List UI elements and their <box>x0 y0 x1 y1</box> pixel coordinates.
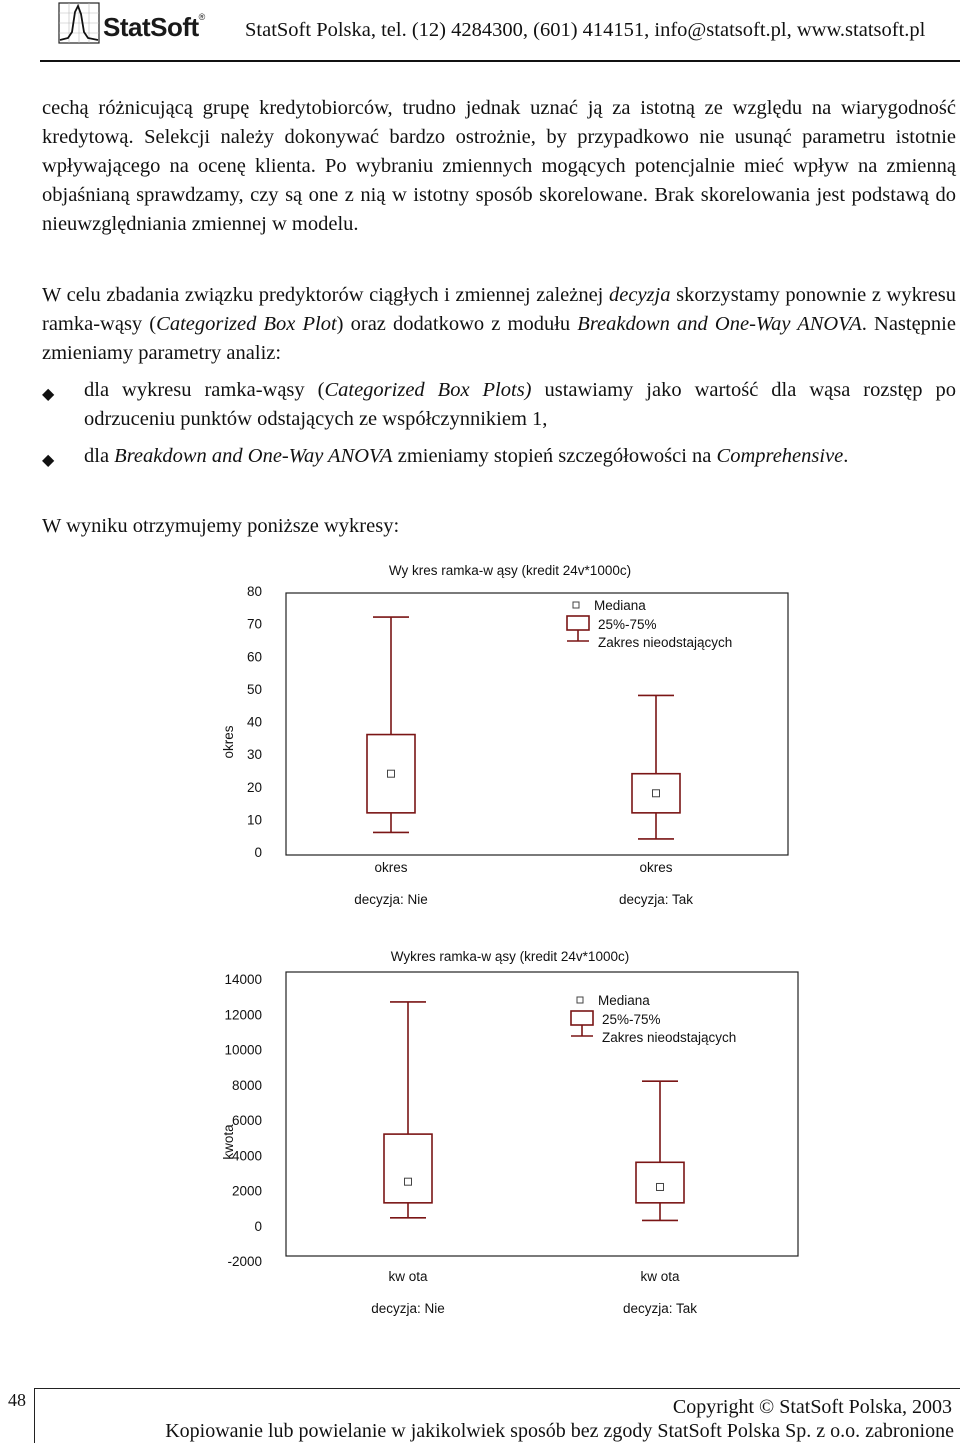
legend-box-marker <box>567 616 589 630</box>
y-tick-label: 10000 <box>224 1042 262 1058</box>
y-tick-label: 70 <box>246 616 262 632</box>
legend-box-label: 25%-75% <box>598 617 657 632</box>
chart-title: Wykres ramka-w ąsy (kredit 24v*1000c) <box>390 949 630 964</box>
x-category-label: kw ota <box>640 1269 680 1284</box>
statsoft-logo-icon <box>58 2 100 44</box>
y-tick-label: 8000 <box>231 1077 262 1093</box>
legend-range-label: Zakres nieodstających <box>598 635 733 650</box>
x-group-label: decyzja: Tak <box>618 892 694 907</box>
median-marker <box>405 1178 412 1185</box>
diamond-bullet-icon: ◆ <box>42 452 55 469</box>
y-tick-label: 20 <box>246 779 262 795</box>
diamond-bullet-icon: ◆ <box>42 386 55 403</box>
y-tick-label: 50 <box>246 681 262 697</box>
x-group-label: decyzja: Tak <box>622 1301 698 1316</box>
legend-median-marker <box>577 997 583 1003</box>
iqr-box <box>384 1134 432 1203</box>
x-group-label: decyzja: Nie <box>354 892 428 907</box>
y-tick-label: 80 <box>246 584 262 599</box>
y-axis-label: kwota <box>221 1124 236 1160</box>
legend-median-marker <box>573 602 579 608</box>
paragraph-2: W celu zbadania związku predyktorów ciągłych i zmiennej zależnej decyzja skorzystamy ponownie z wykresu ramka-wąsy (Categorized Box Plot) oraz dodatkowo z modułu Breakdown and One-Way ANOVA. Następnie zmieniamy parametry analiz: <box>42 284 956 364</box>
footer-copyright: Copyright © StatSoft Polska, 2003 <box>672 1396 952 1418</box>
page-header <box>0 0 960 56</box>
y-tick-label: 12000 <box>224 1007 262 1023</box>
x-category-label: kw ota <box>388 1269 428 1284</box>
box-plot-okres <box>0 555 960 915</box>
plot-frame <box>286 593 788 855</box>
y-tick-label: 14000 <box>224 972 262 987</box>
y-tick-label: 2000 <box>231 1183 262 1199</box>
y-axis-label: okres <box>221 725 236 759</box>
footer-copy-note: Kopiowanie lub powielanie w jakikolwiek sposób bez zgody StatSoft Polska Sp. z o.o. zabronione <box>165 1420 954 1442</box>
list-item: ◆ dla wykresu ramka-wąsy (Categorized Box Plots) ustawiamy jako wartość dla wąsa rozstęp po odrzuceniu punktów odstających ze współczynnikiem 1, <box>42 379 956 430</box>
y-tick-label: 0 <box>254 845 262 860</box>
x-category-label: okres <box>374 860 408 875</box>
legend-median-label: Mediana <box>598 993 650 1008</box>
paragraph-1: cechą różnicującą grupę kredytobiorców, trudno jednak uznać ją za istotną ze względu na wiarygodność kredytową. Selekcji należy dokonywać bardzo ostrożnie, by przypadkowo nie usunąć parametru istotnie wpływającego na ocenę klienta. Po wybraniu zmiennych mogących potencjalnie mieć wpływ na zmienną objaśnianą sprawdzamy, czy są one z nią w istotny sposób skorelowane. Brak skorelowania jest podstawą do nieuwzględniania zmiennej w modelu. <box>42 97 956 235</box>
x-group-label: decyzja: Nie <box>371 1301 445 1316</box>
legend-box-marker <box>571 1011 593 1025</box>
legend-box-label: 25%-75% <box>602 1012 661 1027</box>
chart-title: Wy kres ramka-w ąsy (kredit 24v*1000c) <box>388 563 632 578</box>
y-tick-label: 30 <box>246 747 262 763</box>
x-category-label: okres <box>639 860 673 875</box>
y-tick-label: -2000 <box>227 1254 262 1269</box>
box-plot-kwota-svg <box>0 942 960 1322</box>
header-divider <box>40 60 960 62</box>
y-tick-label: 6000 <box>231 1113 262 1128</box>
y-tick-label: 60 <box>246 649 262 665</box>
box-plot-kwota <box>0 942 960 1322</box>
page-number: 48 <box>8 1390 26 1410</box>
y-tick-label: 10 <box>246 812 262 828</box>
y-tick-label: 4000 <box>231 1148 262 1164</box>
bullet-list <box>42 376 956 479</box>
list-item: ◆ dla Breakdown and One-Way ANOVA zmieniamy stopień szczegółowości na Comprehensive. <box>42 442 956 471</box>
median-marker <box>653 790 660 797</box>
y-tick-label: 0 <box>254 1218 262 1234</box>
legend-median-label: Mediana <box>594 598 646 613</box>
median-marker <box>388 770 395 777</box>
logo-wordmark: StatSoft® <box>103 12 205 42</box>
plot-frame <box>286 972 798 1256</box>
box-plot-okres-svg <box>0 555 960 915</box>
header-contact-info: StatSoft Polska, tel. (12) 4284300, (601) 414151, info@statsoft.pl, www.statsoft.pl <box>245 19 926 41</box>
paragraph-3: W wyniku otrzymujemy poniższe wykresy: <box>42 515 400 537</box>
y-tick-label: 40 <box>246 714 262 730</box>
legend-range-label: Zakres nieodstających <box>602 1030 737 1045</box>
iqr-box <box>636 1162 684 1203</box>
median-marker <box>657 1183 664 1190</box>
